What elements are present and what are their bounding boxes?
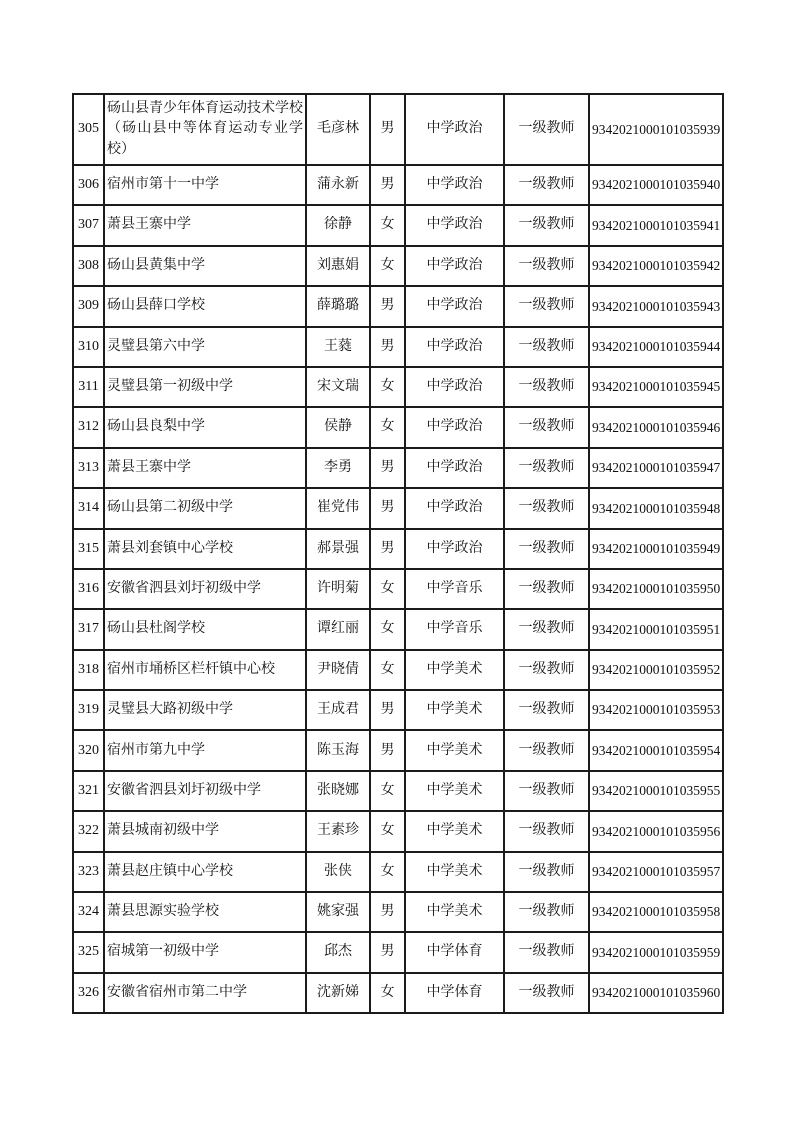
cell-school-name: 宿城第一初级中学 bbox=[104, 932, 306, 972]
cell-subject: 中学美术 bbox=[405, 650, 504, 690]
cell-gender: 女 bbox=[370, 246, 405, 286]
cell-professional-title: 一级教师 bbox=[504, 367, 589, 407]
cell-certificate-number: 9342021000101035949 bbox=[589, 529, 723, 569]
cell-subject: 中学美术 bbox=[405, 690, 504, 730]
cell-row-number: 324 bbox=[73, 892, 104, 932]
cell-gender: 女 bbox=[370, 367, 405, 407]
cell-certificate-number: 9342021000101035940 bbox=[589, 165, 723, 205]
cell-teacher-name: 王蕤 bbox=[306, 327, 370, 367]
cell-gender: 女 bbox=[370, 569, 405, 609]
cell-subject: 中学政治 bbox=[405, 407, 504, 447]
cell-professional-title: 一级教师 bbox=[504, 448, 589, 488]
cell-certificate-number: 9342021000101035960 bbox=[589, 973, 723, 1013]
cell-subject: 中学美术 bbox=[405, 730, 504, 770]
cell-subject: 中学政治 bbox=[405, 529, 504, 569]
table-body bbox=[73, 94, 723, 1013]
cell-row-number: 306 bbox=[73, 165, 104, 205]
cell-row-number: 323 bbox=[73, 852, 104, 892]
cell-subject: 中学政治 bbox=[405, 488, 504, 528]
cell-row-number: 310 bbox=[73, 327, 104, 367]
cell-teacher-name: 王素珍 bbox=[306, 811, 370, 851]
table-row bbox=[73, 892, 723, 932]
cell-gender: 女 bbox=[370, 973, 405, 1013]
cell-certificate-number: 9342021000101035948 bbox=[589, 488, 723, 528]
table-row bbox=[73, 973, 723, 1013]
cell-professional-title: 一级教师 bbox=[504, 609, 589, 649]
cell-professional-title: 一级教师 bbox=[504, 690, 589, 730]
cell-gender: 男 bbox=[370, 529, 405, 569]
cell-professional-title: 一级教师 bbox=[504, 327, 589, 367]
cell-row-number: 305 bbox=[73, 94, 104, 165]
table-row bbox=[73, 609, 723, 649]
cell-school-name: 砀山县良梨中学 bbox=[104, 407, 306, 447]
cell-professional-title: 一级教师 bbox=[504, 811, 589, 851]
cell-certificate-number: 9342021000101035957 bbox=[589, 852, 723, 892]
cell-school-name: 宿州市埇桥区栏杆镇中心校 bbox=[104, 650, 306, 690]
cell-subject: 中学政治 bbox=[405, 286, 504, 326]
cell-teacher-name: 崔党伟 bbox=[306, 488, 370, 528]
table-row bbox=[73, 529, 723, 569]
cell-school-name: 灵璧县第一初级中学 bbox=[104, 367, 306, 407]
cell-professional-title: 一级教师 bbox=[504, 205, 589, 245]
cell-row-number: 309 bbox=[73, 286, 104, 326]
cell-gender: 男 bbox=[370, 932, 405, 972]
cell-subject: 中学政治 bbox=[405, 448, 504, 488]
cell-teacher-name: 沈新娣 bbox=[306, 973, 370, 1013]
cell-professional-title: 一级教师 bbox=[504, 569, 589, 609]
cell-school-name: 萧县思源实验学校 bbox=[104, 892, 306, 932]
table-row bbox=[73, 730, 723, 770]
cell-subject: 中学体育 bbox=[405, 932, 504, 972]
table-row bbox=[73, 488, 723, 528]
cell-teacher-name: 薛璐璐 bbox=[306, 286, 370, 326]
cell-certificate-number: 9342021000101035942 bbox=[589, 246, 723, 286]
cell-professional-title: 一级教师 bbox=[504, 94, 589, 165]
cell-subject: 中学美术 bbox=[405, 852, 504, 892]
cell-gender: 男 bbox=[370, 448, 405, 488]
cell-row-number: 320 bbox=[73, 730, 104, 770]
cell-teacher-name: 张侠 bbox=[306, 852, 370, 892]
cell-professional-title: 一级教师 bbox=[504, 650, 589, 690]
cell-school-name: 安徽省泗县刘圩初级中学 bbox=[104, 569, 306, 609]
cell-gender: 男 bbox=[370, 286, 405, 326]
cell-gender: 男 bbox=[370, 165, 405, 205]
cell-professional-title: 一级教师 bbox=[504, 529, 589, 569]
cell-teacher-name: 刘惠娟 bbox=[306, 246, 370, 286]
cell-certificate-number: 9342021000101035943 bbox=[589, 286, 723, 326]
cell-certificate-number: 9342021000101035951 bbox=[589, 609, 723, 649]
table-row bbox=[73, 246, 723, 286]
cell-professional-title: 一级教师 bbox=[504, 165, 589, 205]
cell-subject: 中学政治 bbox=[405, 165, 504, 205]
cell-subject: 中学美术 bbox=[405, 892, 504, 932]
table-row bbox=[73, 932, 723, 972]
cell-professional-title: 一级教师 bbox=[504, 771, 589, 811]
cell-row-number: 321 bbox=[73, 771, 104, 811]
cell-gender: 女 bbox=[370, 407, 405, 447]
cell-subject: 中学政治 bbox=[405, 367, 504, 407]
table-row bbox=[73, 165, 723, 205]
cell-school-name: 宿州市第十一中学 bbox=[104, 165, 306, 205]
cell-professional-title: 一级教师 bbox=[504, 892, 589, 932]
cell-row-number: 318 bbox=[73, 650, 104, 690]
table-row bbox=[73, 327, 723, 367]
cell-subject: 中学政治 bbox=[405, 246, 504, 286]
cell-certificate-number: 9342021000101035941 bbox=[589, 205, 723, 245]
cell-row-number: 317 bbox=[73, 609, 104, 649]
cell-subject: 中学音乐 bbox=[405, 569, 504, 609]
cell-gender: 女 bbox=[370, 852, 405, 892]
cell-school-name: 萧县赵庄镇中心学校 bbox=[104, 852, 306, 892]
cell-row-number: 325 bbox=[73, 932, 104, 972]
cell-gender: 男 bbox=[370, 892, 405, 932]
cell-teacher-name: 陈玉海 bbox=[306, 730, 370, 770]
cell-row-number: 319 bbox=[73, 690, 104, 730]
cell-certificate-number: 9342021000101035944 bbox=[589, 327, 723, 367]
cell-certificate-number: 9342021000101035950 bbox=[589, 569, 723, 609]
cell-teacher-name: 许明菊 bbox=[306, 569, 370, 609]
cell-subject: 中学体育 bbox=[405, 973, 504, 1013]
cell-gender: 男 bbox=[370, 327, 405, 367]
cell-professional-title: 一级教师 bbox=[504, 286, 589, 326]
cell-school-name: 萧县王寨中学 bbox=[104, 448, 306, 488]
table-row bbox=[73, 569, 723, 609]
cell-professional-title: 一级教师 bbox=[504, 246, 589, 286]
cell-teacher-name: 侯静 bbox=[306, 407, 370, 447]
cell-gender: 女 bbox=[370, 811, 405, 851]
cell-row-number: 315 bbox=[73, 529, 104, 569]
cell-teacher-name: 邱杰 bbox=[306, 932, 370, 972]
cell-teacher-name: 宋文瑞 bbox=[306, 367, 370, 407]
cell-teacher-name: 谭红丽 bbox=[306, 609, 370, 649]
cell-school-name: 安徽省泗县刘圩初级中学 bbox=[104, 771, 306, 811]
cell-teacher-name: 蒲永新 bbox=[306, 165, 370, 205]
cell-row-number: 326 bbox=[73, 973, 104, 1013]
cell-row-number: 322 bbox=[73, 811, 104, 851]
cell-certificate-number: 9342021000101035955 bbox=[589, 771, 723, 811]
cell-school-name: 安徽省宿州市第二中学 bbox=[104, 973, 306, 1013]
cell-professional-title: 一级教师 bbox=[504, 488, 589, 528]
cell-row-number: 307 bbox=[73, 205, 104, 245]
cell-school-name: 萧县城南初级中学 bbox=[104, 811, 306, 851]
cell-teacher-name: 尹晓倩 bbox=[306, 650, 370, 690]
teacher-roster-table bbox=[72, 93, 724, 1014]
cell-subject: 中学政治 bbox=[405, 205, 504, 245]
cell-certificate-number: 9342021000101035945 bbox=[589, 367, 723, 407]
cell-certificate-number: 9342021000101035956 bbox=[589, 811, 723, 851]
cell-certificate-number: 9342021000101035952 bbox=[589, 650, 723, 690]
cell-school-name: 灵璧县大路初级中学 bbox=[104, 690, 306, 730]
cell-school-name: 砀山县第二初级中学 bbox=[104, 488, 306, 528]
cell-teacher-name: 张晓娜 bbox=[306, 771, 370, 811]
cell-gender: 男 bbox=[370, 94, 405, 165]
cell-school-name: 砀山县杜阁学校 bbox=[104, 609, 306, 649]
cell-professional-title: 一级教师 bbox=[504, 730, 589, 770]
cell-gender: 男 bbox=[370, 488, 405, 528]
cell-gender: 女 bbox=[370, 650, 405, 690]
table-row bbox=[73, 650, 723, 690]
cell-certificate-number: 9342021000101035958 bbox=[589, 892, 723, 932]
table-row bbox=[73, 407, 723, 447]
cell-row-number: 314 bbox=[73, 488, 104, 528]
cell-subject: 中学音乐 bbox=[405, 609, 504, 649]
cell-row-number: 316 bbox=[73, 569, 104, 609]
cell-professional-title: 一级教师 bbox=[504, 932, 589, 972]
table-row bbox=[73, 811, 723, 851]
cell-school-name: 砀山县青少年体育运动技术学校（砀山县中等体育运动专业学校） bbox=[104, 94, 306, 165]
cell-school-name: 砀山县黄集中学 bbox=[104, 246, 306, 286]
cell-teacher-name: 王成君 bbox=[306, 690, 370, 730]
cell-professional-title: 一级教师 bbox=[504, 973, 589, 1013]
cell-professional-title: 一级教师 bbox=[504, 852, 589, 892]
table-row bbox=[73, 771, 723, 811]
cell-certificate-number: 9342021000101035939 bbox=[589, 94, 723, 165]
cell-teacher-name: 李勇 bbox=[306, 448, 370, 488]
table-row bbox=[73, 286, 723, 326]
table-row bbox=[73, 205, 723, 245]
cell-subject: 中学美术 bbox=[405, 771, 504, 811]
cell-row-number: 313 bbox=[73, 448, 104, 488]
table-row bbox=[73, 852, 723, 892]
cell-school-name: 砀山县薛口学校 bbox=[104, 286, 306, 326]
cell-gender: 女 bbox=[370, 205, 405, 245]
cell-gender: 女 bbox=[370, 771, 405, 811]
table-row bbox=[73, 367, 723, 407]
cell-gender: 女 bbox=[370, 609, 405, 649]
cell-teacher-name: 姚家强 bbox=[306, 892, 370, 932]
cell-row-number: 312 bbox=[73, 407, 104, 447]
cell-school-name: 灵璧县第六中学 bbox=[104, 327, 306, 367]
cell-certificate-number: 9342021000101035954 bbox=[589, 730, 723, 770]
cell-certificate-number: 9342021000101035946 bbox=[589, 407, 723, 447]
cell-school-name: 萧县刘套镇中心学校 bbox=[104, 529, 306, 569]
cell-teacher-name: 毛彦林 bbox=[306, 94, 370, 165]
cell-school-name: 宿州市第九中学 bbox=[104, 730, 306, 770]
cell-certificate-number: 9342021000101035947 bbox=[589, 448, 723, 488]
table-row bbox=[73, 94, 723, 165]
cell-subject: 中学政治 bbox=[405, 327, 504, 367]
cell-row-number: 308 bbox=[73, 246, 104, 286]
cell-row-number: 311 bbox=[73, 367, 104, 407]
cell-teacher-name: 徐静 bbox=[306, 205, 370, 245]
table-row bbox=[73, 448, 723, 488]
cell-gender: 男 bbox=[370, 730, 405, 770]
cell-subject: 中学美术 bbox=[405, 811, 504, 851]
table-row bbox=[73, 690, 723, 730]
cell-certificate-number: 9342021000101035953 bbox=[589, 690, 723, 730]
cell-professional-title: 一级教师 bbox=[504, 407, 589, 447]
cell-certificate-number: 9342021000101035959 bbox=[589, 932, 723, 972]
cell-teacher-name: 郝景强 bbox=[306, 529, 370, 569]
cell-school-name: 萧县王寨中学 bbox=[104, 205, 306, 245]
cell-gender: 男 bbox=[370, 690, 405, 730]
cell-subject: 中学政治 bbox=[405, 94, 504, 165]
